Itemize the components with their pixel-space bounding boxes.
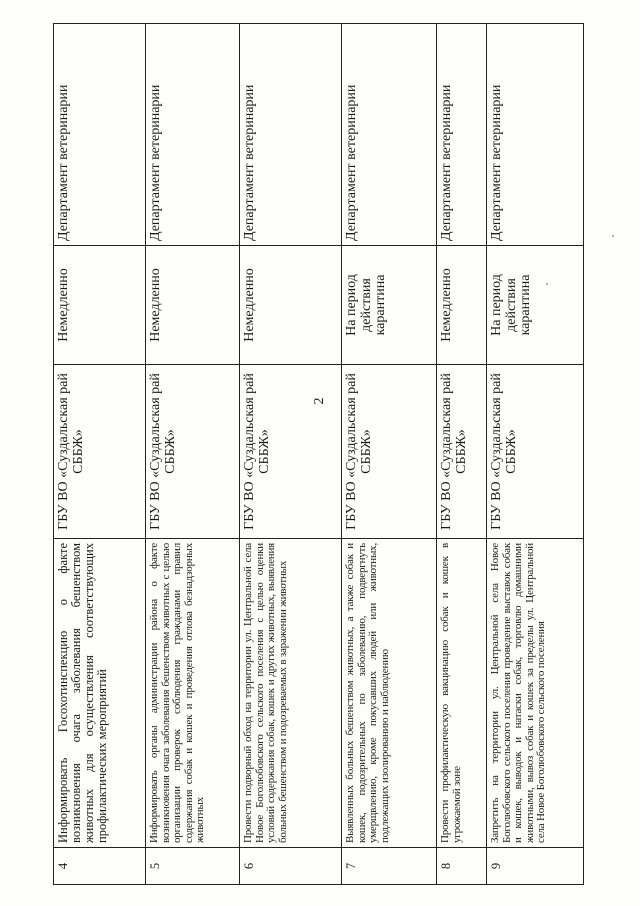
table-row — [54, 24, 146, 885]
executor-text: ГБУ ВО «Суздальская рай СББЖ» — [240, 365, 342, 539]
table-row — [342, 24, 437, 885]
executor-text: ГБУ ВО «Суздальская рай СББЖ» — [487, 365, 584, 539]
scan-speck — [612, 235, 614, 237]
term-text: На период действия карантина — [487, 246, 584, 365]
measure-text: Информировать органы администрации района о факте возникновения очага заболевания бешенством животных с целью организации проверок соблюдения гражданами правил содержания собак и кошек и проведения отлова безнадзорных животных — [146, 539, 240, 848]
row-number: 6 — [240, 848, 342, 885]
executor-text: ГБУ ВО «Суздальская рай СББЖ» — [146, 365, 240, 539]
table-row — [146, 24, 240, 885]
term-text: Немедленно — [240, 246, 342, 365]
measure-text: Провести подворный обход на территории ул. Центральной села Новое Боголюбовского сельского поселения с целью оценки условий содержания собак, кошек и других животных, выявления больных бешенством и подозреваемых в заражении животных — [240, 539, 342, 848]
row-number: 5 — [146, 848, 240, 885]
responsible-text: Департамент ветеринарии — [342, 24, 437, 246]
measures-table — [53, 23, 584, 885]
measures-table-frame — [53, 23, 583, 885]
term-text: На период действия карантина — [342, 246, 437, 365]
table-row — [437, 24, 487, 885]
term-text: Немедленно — [54, 246, 146, 365]
table-row — [487, 24, 584, 885]
responsible-text: Департамент ветеринарии — [146, 24, 240, 246]
measure-text: Информировать Госохотинспекцию о факте возникновения очага заболевания бешенством животных для осуществления соответствующих профилактических мероприятий — [54, 539, 146, 848]
responsible-text: Департамент ветеринарии — [487, 24, 584, 246]
term-text: Немедленно — [146, 246, 240, 365]
term-text: Немедленно — [437, 246, 487, 365]
executor-text: ГБУ ВО «Суздальская рай СББЖ» — [54, 365, 146, 539]
responsible-text: Департамент ветеринарии — [54, 24, 146, 246]
measure-text: Запретить на территории ул. Центральной села Новое Боголюбовского сельского поселения проведение выставок собак и кошек, выводок и натаски собак, торговлю домашними животными, вывоз собак и кошек за пределы ул. Центральной села Новое Боголюбовского сельского поселения — [487, 539, 584, 848]
table-row — [240, 24, 342, 885]
responsible-text: Департамент ветеринарии — [240, 24, 342, 246]
row-number: 8 — [437, 848, 487, 885]
measure-text: Выявленных больных бешенством животных, а также собак и кошек, подозрительных по заболеванию, подвергнуть умерщвлению, кроме покусавших людей или животных, подлежащих изолированию и наблюдению — [342, 539, 437, 848]
row-number: 4 — [54, 848, 146, 885]
responsible-text: Департамент ветеринарии — [437, 24, 487, 246]
row-number: 7 — [342, 848, 437, 885]
row-number: 9 — [487, 848, 584, 885]
page-number: 2 — [312, 397, 327, 405]
measure-text: Провести профилактическую вакцинацию собак и кошек в угрожаемой зоне — [437, 539, 487, 848]
executor-text: ГБУ ВО «Суздальская рай СББЖ» — [437, 365, 487, 539]
executor-text: ГБУ ВО «Суздальская рай СББЖ» — [342, 365, 437, 539]
scan-speck — [546, 283, 548, 285]
